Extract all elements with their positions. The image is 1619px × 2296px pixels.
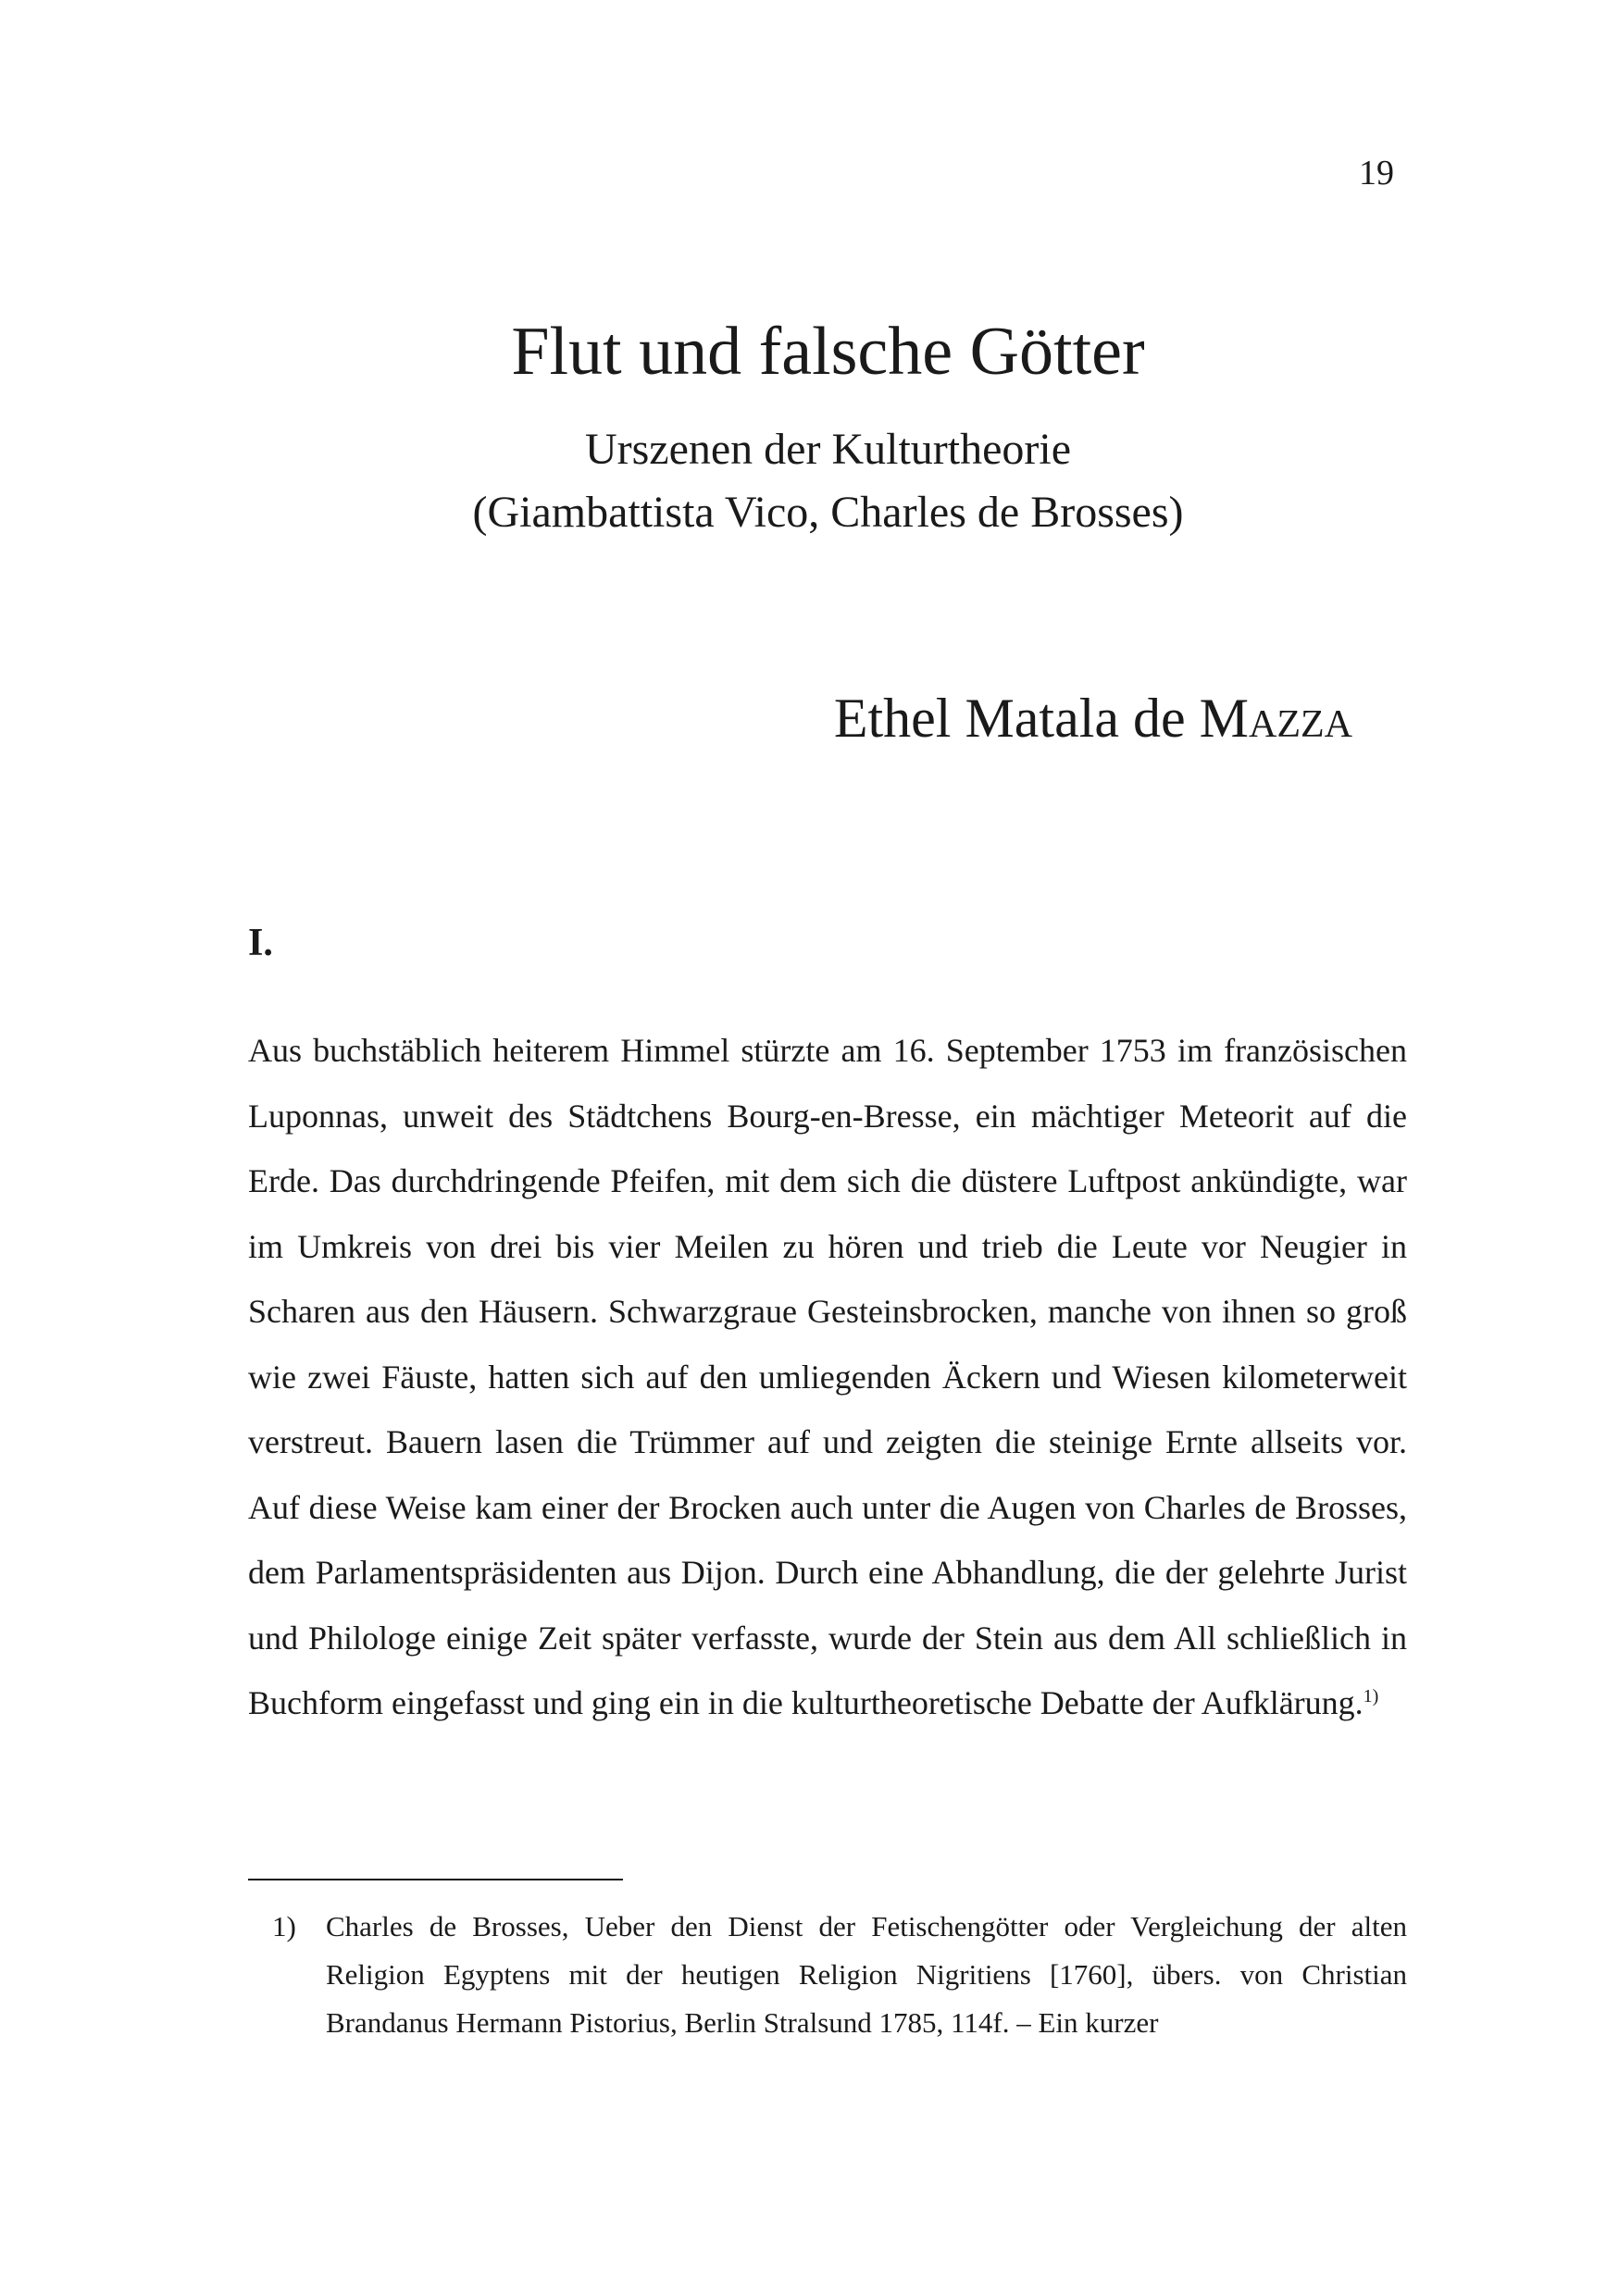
- footnote: [248, 1903, 1407, 2047]
- footnote-reference: 1): [1363, 1686, 1379, 1706]
- paragraph-text: Aus buchstäblich heiterem Himmel stürzte am 16. September 1753 im französischen Luponnas, unweit des Städtchens Bourg-en-Bresse, ein mächtiger Meteorit auf die Erde. Das durchdringende Pfeifen, mit dem sich die düstere Luftpost ankündigte, war im Umkreis von drei bis vier Meilen zu hören und trieb die Leute vor Neugier in Scharen aus den Häusern. Schwarzgraue Gesteinsbrocken, manche von ihnen so groß wie zwei Fäuste, hatten sich auf den umliegenden Äckern und Wiesen kilometerweit verstreut. Bauern lasen die Trümmer auf und zeigten die steinige Ernte allseits vor. Auf diese Weise kam einer der Brocken auch unter die Augen von Charles de Brosses, dem Parlamentspräsidenten aus Dijon. Durch eine Abhandlung, die der gelehrte Jurist und Philologe einige Zeit später verfasste, wurde der Stein aus dem All schließlich in Buchform eingefasst und ging ein in die kulturtheoretische Debatte der Aufklärung.: [248, 1032, 1407, 1721]
- footnote-divider: [248, 1879, 623, 1880]
- subtitle-line-2: (Giambattista Vico, Charles de Brosses): [472, 488, 1184, 537]
- article-title: Flut und falsche Götter: [511, 314, 1145, 390]
- author-name: [834, 685, 1352, 751]
- page-number: 19: [1359, 154, 1394, 192]
- author-surname: Mazza: [1199, 688, 1352, 749]
- article-subtitle: [0, 418, 1619, 544]
- body-paragraph: [248, 1018, 1407, 1736]
- footnote-text: Charles de Brosses, Ueber den Dienst der Fetischengötter oder Vergleichung der alten Religion Egyptens mit der heutigen Religion Nigritiens [1760], übers. von Christian Brandanus Hermann Pistorius, Berlin Stralsund 1785, 114f. – Ein kurzer: [326, 1910, 1407, 2039]
- footnote-number: 1): [272, 1910, 296, 1942]
- section-heading: I.: [248, 922, 273, 964]
- author-given-name: Ethel Matala de: [833, 688, 1200, 749]
- subtitle-line-1: Urszenen der Kulturtheorie: [584, 425, 1072, 474]
